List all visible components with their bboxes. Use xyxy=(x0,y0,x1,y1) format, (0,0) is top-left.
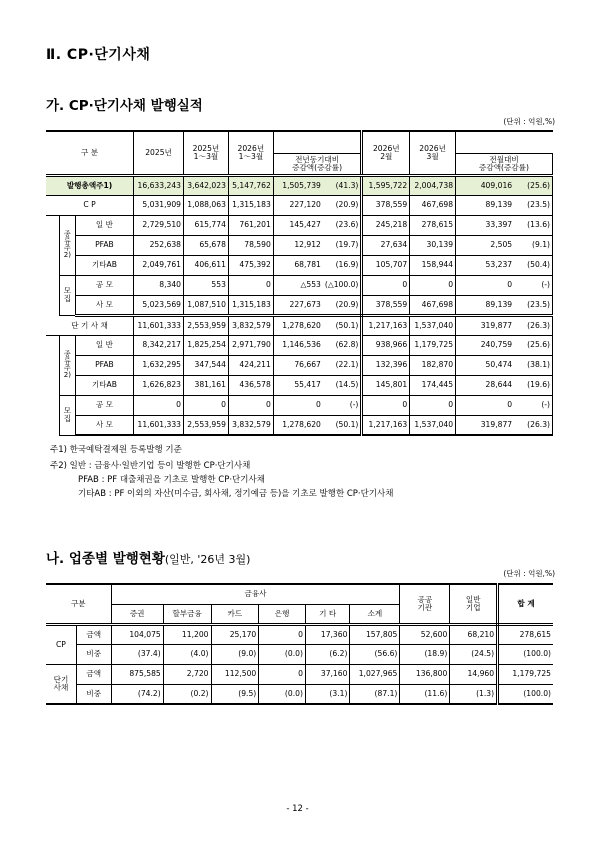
table-cell: 1,315,183 xyxy=(228,295,273,315)
table-cell: 875,585 xyxy=(111,664,163,684)
table-cell: 55,417 xyxy=(273,375,323,395)
header-mar-2026: 2026년 3월 xyxy=(410,131,456,175)
table-cell: 112,500 xyxy=(211,664,259,684)
table-cell: (20.9) xyxy=(323,295,362,315)
table-cell: 424,211 xyxy=(228,355,273,375)
table-cell: 1,027,965 xyxy=(350,664,400,684)
header-total: 합 계 xyxy=(498,584,553,624)
issuance-table xyxy=(46,130,553,436)
row-label: 사 모 xyxy=(75,415,133,435)
table-cell: 615,774 xyxy=(184,215,229,235)
table-cell: (25.6) xyxy=(514,335,552,355)
table-cell: 76,667 xyxy=(273,355,323,375)
group-label-mojip: 모 집 xyxy=(59,395,75,435)
indent-spacer xyxy=(46,215,59,315)
table-cell: 467,698 xyxy=(410,295,456,315)
table-cell: (37.4) xyxy=(111,644,163,664)
table-cell: 1,179,725 xyxy=(410,335,456,355)
note-2: 주2) 일반 : 금융사·일반기업 등이 발행한 CP·단기사채 xyxy=(50,461,251,471)
table-cell: 3,642,023 xyxy=(184,175,229,195)
table-cell: 182,870 xyxy=(410,355,456,375)
table-row xyxy=(46,195,553,215)
table-cell: (-) xyxy=(514,275,552,295)
table-cell: 378,559 xyxy=(362,195,410,215)
header-public: 공공 기관 xyxy=(400,584,450,624)
row-label: 공 모 xyxy=(75,275,133,295)
row-group-label: CP xyxy=(46,624,76,664)
table-cell: 1,278,620 xyxy=(273,315,323,335)
row-label: PFAB xyxy=(75,235,133,255)
table-cell: 5,147,762 xyxy=(228,175,273,195)
table-cell: 157,805 xyxy=(350,624,400,644)
table-cell: 2,049,761 xyxy=(134,255,184,275)
table-cell: 14,960 xyxy=(450,664,498,684)
table-cell: (25.6) xyxy=(514,175,552,195)
table-row xyxy=(46,215,553,235)
table-cell: (87.1) xyxy=(350,684,400,704)
table-cell: 1,595,722 xyxy=(362,175,410,195)
row-group-label: 단기 사채 xyxy=(46,664,76,704)
header-col: 기 타 xyxy=(305,604,350,624)
table-cell: (△100.0) xyxy=(323,275,362,295)
table-cell: 2,505 xyxy=(456,235,515,255)
table-cell: (24.5) xyxy=(450,644,498,664)
table-cell: 553 xyxy=(184,275,229,295)
table-cell: (9.5) xyxy=(211,684,259,704)
table-cell: 68,210 xyxy=(450,624,498,644)
table-cell: (3.1) xyxy=(305,684,350,704)
header-yoy: 전년동기대비 증감액(증감률) xyxy=(273,153,362,175)
row-label: 발행총액주1) xyxy=(46,175,134,195)
table-cell: 278,615 xyxy=(498,624,553,644)
row-label: 금액 xyxy=(76,664,111,684)
table-cell: (0.2) xyxy=(163,684,211,704)
indent-spacer xyxy=(46,335,59,435)
note-1: 주1) 한국예탁결제원 등록발행 기준 xyxy=(50,445,182,455)
page-number: - 12 - xyxy=(286,804,309,814)
table-cell: (41.3) xyxy=(323,175,362,195)
row-label: 비중 xyxy=(76,644,111,664)
table-cell: 3,832,579 xyxy=(228,415,273,435)
table-cell: △553 xyxy=(273,275,323,295)
table-cell: 475,392 xyxy=(228,255,273,275)
header-col: 증권 xyxy=(111,604,163,624)
table-cell: (38.1) xyxy=(514,355,552,375)
table-cell: 347,544 xyxy=(184,355,229,375)
row-label: 공 모 xyxy=(75,395,133,415)
table-cell: (19.7) xyxy=(323,235,362,255)
table-cell: 0 xyxy=(273,395,323,415)
table-cell: 1,825,254 xyxy=(184,335,229,355)
table-row xyxy=(46,355,553,375)
table-cell: (50.4) xyxy=(514,255,552,275)
table-cell: 158,944 xyxy=(410,255,456,275)
table-cell: (22.1) xyxy=(323,355,362,375)
table-cell: 8,342,217 xyxy=(134,335,184,355)
row-label: 기타AB xyxy=(75,255,133,275)
table-cell: (14.5) xyxy=(323,375,362,395)
row-label: 비중 xyxy=(76,684,111,704)
table-cell: 240,759 xyxy=(456,335,515,355)
table-cell: 1,537,040 xyxy=(410,315,456,335)
group-label-jongryu: 종 류 주2) xyxy=(59,215,75,275)
header-b-gubun: 구분 xyxy=(46,584,111,624)
table-cell: 0 xyxy=(228,275,273,295)
header-2026-q1: 2026년 1～3월 xyxy=(228,131,273,175)
row-label: 사 모 xyxy=(75,295,133,315)
header-gubun: 구 분 xyxy=(46,131,134,175)
table-row xyxy=(46,315,553,335)
table-cell: (4.0) xyxy=(163,644,211,664)
table-cell: (6.2) xyxy=(305,644,350,664)
table-cell: 145,801 xyxy=(362,375,410,395)
table-cell: 89,139 xyxy=(456,195,515,215)
table-cell: 3,832,579 xyxy=(228,315,273,335)
table-cell: 1,088,063 xyxy=(184,195,229,215)
table-cell: (9.0) xyxy=(211,644,259,664)
row-label: 일 반 xyxy=(75,335,133,355)
table-cell: (74.2) xyxy=(111,684,163,704)
table-cell: 145,427 xyxy=(273,215,323,235)
table-cell: 938,966 xyxy=(362,335,410,355)
table-cell: (11.6) xyxy=(400,684,450,704)
table-row xyxy=(46,175,553,195)
table-cell: 319,877 xyxy=(456,415,515,435)
table-cell: (100.0) xyxy=(498,684,553,704)
table-cell: (-) xyxy=(323,395,362,415)
table-cell: (26.3) xyxy=(514,415,552,435)
row-label: C P xyxy=(46,195,134,215)
part-b-unit: (단위 : 억원,%) xyxy=(503,569,555,578)
table-cell: 0 xyxy=(184,395,229,415)
table-cell: 136,800 xyxy=(400,664,450,684)
table-row xyxy=(46,644,553,664)
table-cell: 105,707 xyxy=(362,255,410,275)
table-row xyxy=(46,664,553,684)
group-label-jongryu: 종 류 주2) xyxy=(59,335,75,395)
table-cell: (23.6) xyxy=(323,215,362,235)
table-cell: 174,445 xyxy=(410,375,456,395)
table-cell: 1,626,823 xyxy=(134,375,184,395)
row-label: 단 기 사 채 xyxy=(46,315,134,335)
table-cell: 11,601,333 xyxy=(134,415,184,435)
table-cell: (19.6) xyxy=(514,375,552,395)
table-cell: (18.9) xyxy=(400,644,450,664)
table-cell: 252,638 xyxy=(134,235,184,255)
table-cell: 53,237 xyxy=(456,255,515,275)
table-cell: 1,179,725 xyxy=(498,664,553,684)
table-cell: 0 xyxy=(456,395,515,415)
header-finance: 금융사 xyxy=(111,584,400,604)
table-cell: 2,720 xyxy=(163,664,211,684)
part-b-title: 나. 업종별 발행현황(일반, '26년 3월) xyxy=(46,551,251,567)
table-row xyxy=(46,415,553,435)
table-cell: 2,553,959 xyxy=(184,315,229,335)
table-cell: 37,160 xyxy=(305,664,350,684)
table-row xyxy=(46,295,553,315)
table-cell: 2,004,738 xyxy=(410,175,456,195)
part-a-unit: (단위 : 억원,%) xyxy=(503,117,555,126)
table-cell: 409,016 xyxy=(456,175,515,195)
table-cell: (23.5) xyxy=(514,195,552,215)
group-label-mojip: 모 집 xyxy=(59,275,75,315)
table-row xyxy=(46,395,553,415)
part-a-title: 가. CP·단기사채 발행실적 xyxy=(46,98,203,114)
row-label: 금액 xyxy=(76,624,111,644)
table-cell: 68,781 xyxy=(273,255,323,275)
header-col: 할부금융 xyxy=(163,604,211,624)
table-cell: 0 xyxy=(362,275,410,295)
table-cell: 0 xyxy=(456,275,515,295)
table-cell: 89,139 xyxy=(456,295,515,315)
header-2025-q1: 2025년 1～3월 xyxy=(184,131,229,175)
header-mom: 전월대비 증감액(증감률) xyxy=(456,153,553,175)
table-cell: 0 xyxy=(228,395,273,415)
table-cell: 467,698 xyxy=(410,195,456,215)
table-cell: 406,611 xyxy=(184,255,229,275)
note-3: PFAB : PF 대출채권을 기초로 발행한 CP·단기사채 xyxy=(78,475,265,485)
row-label: 기타AB xyxy=(75,375,133,395)
table-cell: 1,146,536 xyxy=(273,335,323,355)
table-cell: 50,474 xyxy=(456,355,515,375)
table-cell: 227,120 xyxy=(273,195,323,215)
header-feb-2026: 2026년 2월 xyxy=(362,131,410,175)
table-cell: 1,278,620 xyxy=(273,415,323,435)
table-cell: 1,217,163 xyxy=(362,315,410,335)
table-row xyxy=(46,275,553,295)
table-cell: 8,340 xyxy=(134,275,184,295)
table-cell: 17,360 xyxy=(305,624,350,644)
table-row xyxy=(46,684,553,704)
table-cell: 27,634 xyxy=(362,235,410,255)
table-cell: 11,200 xyxy=(163,624,211,644)
table-row xyxy=(46,624,553,644)
row-label: PFAB xyxy=(75,355,133,375)
table-cell: 1,217,163 xyxy=(362,415,410,435)
table-cell: 245,218 xyxy=(362,215,410,235)
table-cell: (50.1) xyxy=(323,415,362,435)
table-cell: 52,600 xyxy=(400,624,450,644)
table-cell: 227,673 xyxy=(273,295,323,315)
table-cell: 1,632,295 xyxy=(134,355,184,375)
table-cell: (100.0) xyxy=(498,644,553,664)
table-cell: 104,075 xyxy=(111,624,163,644)
table-cell: 33,397 xyxy=(456,215,515,235)
table-cell: 0 xyxy=(259,664,306,684)
note-4: 기타AB : PF 이외의 자산(미수금, 회사채, 정기예금 등)을 기초로 발행한 CP·단기사채 xyxy=(78,489,394,499)
table-cell: 2,971,790 xyxy=(228,335,273,355)
table-cell: 0 xyxy=(259,624,306,644)
table-cell: 1,537,040 xyxy=(410,415,456,435)
table-cell: 12,912 xyxy=(273,235,323,255)
part-b-title-suffix: (일반, '26년 3월) xyxy=(164,553,251,566)
table-row xyxy=(46,335,553,355)
table-cell: (23.5) xyxy=(514,295,552,315)
table-cell: (62.8) xyxy=(323,335,362,355)
table-row xyxy=(46,235,553,255)
table-cell: 78,590 xyxy=(228,235,273,255)
table-cell: 378,559 xyxy=(362,295,410,315)
table-cell: (9.1) xyxy=(514,235,552,255)
table-cell: 0 xyxy=(410,275,456,295)
table-cell: 28,644 xyxy=(456,375,515,395)
table-cell: (26.3) xyxy=(514,315,552,335)
table-cell: 5,031,909 xyxy=(134,195,184,215)
table-cell: 1,087,510 xyxy=(184,295,229,315)
table-cell: (50.1) xyxy=(323,315,362,335)
table-cell: 5,023,569 xyxy=(134,295,184,315)
table-cell: 319,877 xyxy=(456,315,515,335)
table-cell: (13.6) xyxy=(514,215,552,235)
table-cell: 436,578 xyxy=(228,375,273,395)
table-cell: 278,615 xyxy=(410,215,456,235)
table-cell: (20.9) xyxy=(323,195,362,215)
table-cell: (0.0) xyxy=(259,644,306,664)
table-cell: (0.0) xyxy=(259,684,306,704)
table-cell: 132,396 xyxy=(362,355,410,375)
header-company: 일반 기업 xyxy=(450,584,498,624)
table-cell: 2,729,510 xyxy=(134,215,184,235)
table-cell: 0 xyxy=(410,395,456,415)
table-cell: (56.6) xyxy=(350,644,400,664)
table-cell: 16,633,243 xyxy=(134,175,184,195)
table-cell: (16.9) xyxy=(323,255,362,275)
table-cell: 11,601,333 xyxy=(134,315,184,335)
table-cell: 1,505,739 xyxy=(273,175,323,195)
table-cell: 0 xyxy=(134,395,184,415)
sector-table xyxy=(46,583,553,705)
header-col: 소계 xyxy=(350,604,400,624)
table-cell: 1,315,183 xyxy=(228,195,273,215)
header-col: 은행 xyxy=(259,604,306,624)
header-col: 카드 xyxy=(211,604,259,624)
table-cell: 381,161 xyxy=(184,375,229,395)
row-label: 일 반 xyxy=(75,215,133,235)
table-row xyxy=(46,255,553,275)
table-cell: (-) xyxy=(514,395,552,415)
table-cell: 30,139 xyxy=(410,235,456,255)
table-cell: 761,201 xyxy=(228,215,273,235)
table-cell: 25,170 xyxy=(211,624,259,644)
section-title: Ⅱ. CP·단기사채 xyxy=(46,47,151,63)
table-cell: 0 xyxy=(362,395,410,415)
header-2025: 2025년 xyxy=(134,131,184,175)
table-cell: (1.3) xyxy=(450,684,498,704)
table-cell: 65,678 xyxy=(184,235,229,255)
table-row xyxy=(46,375,553,395)
table-cell: 2,553,959 xyxy=(184,415,229,435)
